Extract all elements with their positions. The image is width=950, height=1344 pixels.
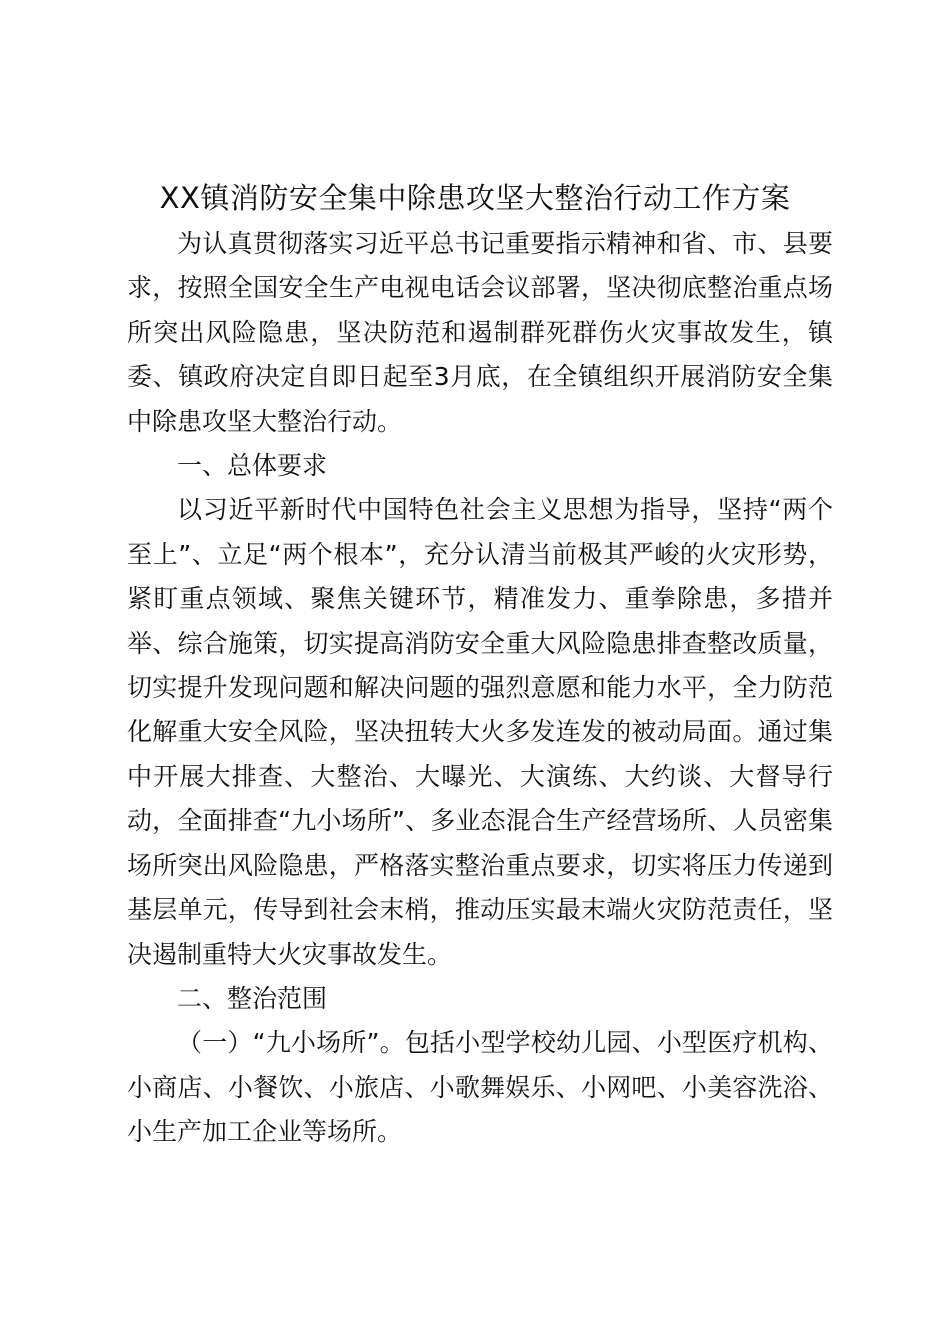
document-title: XX镇消防安全集中除患攻坚大整治行动工作方案 — [159, 181, 791, 215]
section-heading-scope: 二、整治范围 — [177, 983, 328, 1013]
section-heading-overall-requirements: 一、总体要求 — [177, 451, 328, 481]
intro-paragraph: 为认真贯彻落实习近平总书记重要指示精神和省、市、县要求，按照全国安全生产电视电话会议部署，坚决彻底整治重点场所突出风险隐患，坚决防范和遏制群死群伤火灾事故发生，镇委、镇政府决定自即日起至3月底，在全镇组织开展消防安全集中除患攻坚大整治行动。 — [127, 229, 833, 436]
overall-requirements-paragraph: 以习近平新时代中国特色社会主义思想为指导，坚持“两个至上”、立足“两个根本”，充分认清当前极其严峻的火灾形势，紧盯重点领域、聚焦关键环节，精准发力、重拳除患，多措并举、综合施策，切实提高消防安全重大风险隐患排查整改质量，切实提升发现问题和解决问题的强烈意愿和能力水平，全力防范化解重大安全风险，坚决扭转大火多发连发的被动局面。通过集中开展大排查、大整治、大曝光、大演练、大约谈、大督导行动，全面排查“九小场所”、多业态混合生产经营场所、人员密集场所突出风险隐患，严格落实整治重点要求，切实将压力传递到基层单元，传导到社会末梢，推动压实最末端火灾防范责任，坚决遏制重特大火灾事故发生。 — [127, 495, 833, 969]
document-body — [127, 222, 833, 1155]
scope-item-nine-small-venues: （一）“九小场所”。包括小型学校幼儿园、小型医疗机构、小商店、小餐饮、小旅店、小歌舞娱乐、小网吧、小美容洗浴、小生产加工企业等场所。 — [127, 1028, 833, 1147]
